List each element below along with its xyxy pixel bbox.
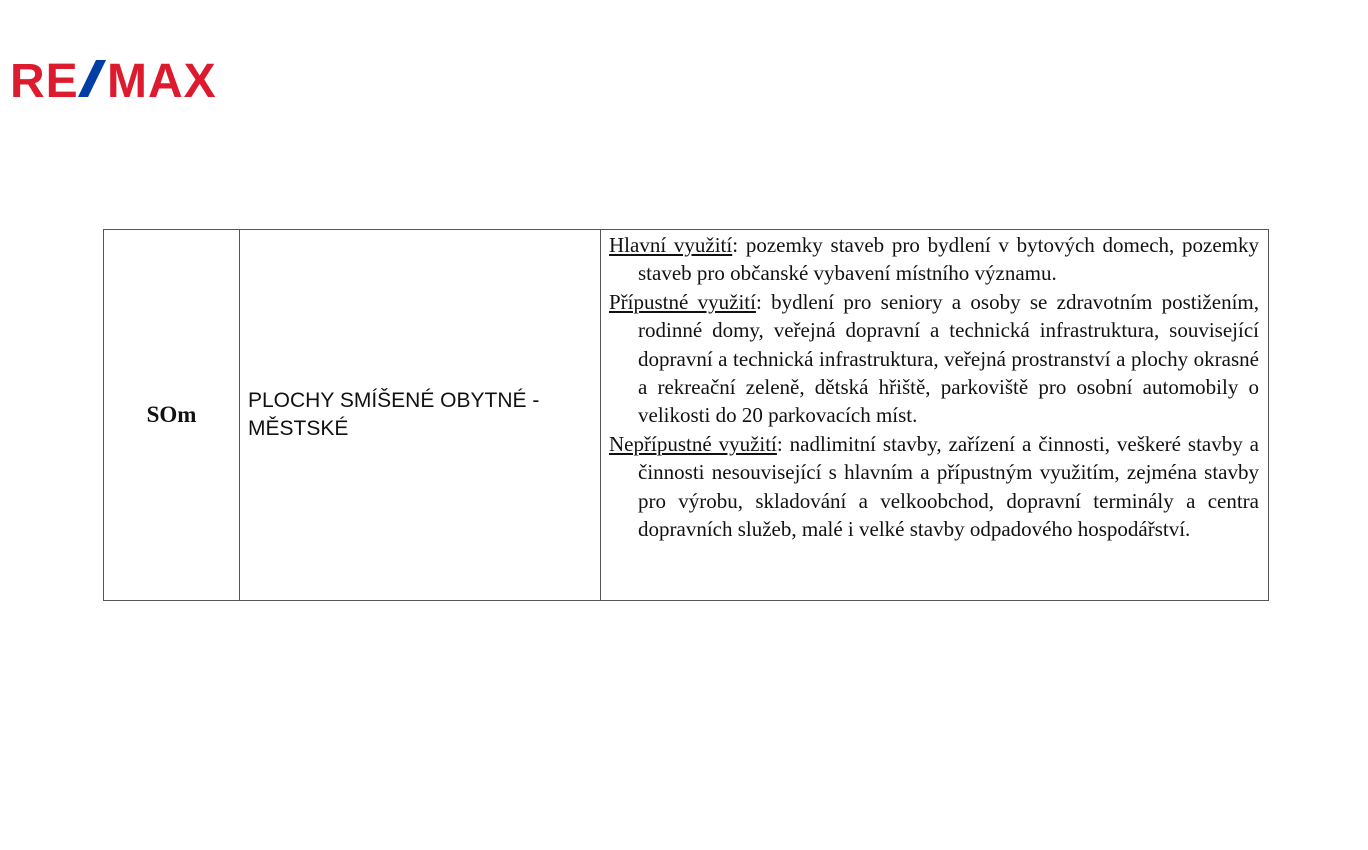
svg-text:RE: RE	[10, 55, 79, 108]
prohibited-use-label: Nepřípustné využití	[609, 431, 777, 456]
zone-description	[601, 230, 1269, 601]
remax-logo	[10, 52, 220, 108]
table-row	[104, 230, 1269, 601]
remax-logo-mark	[10, 52, 220, 108]
zone-code-text: SOm	[146, 402, 197, 427]
svg-text:MAX: MAX	[107, 55, 217, 108]
zone-code	[104, 230, 240, 601]
permitted-use-paragraph	[609, 288, 1259, 430]
zone-name	[240, 230, 601, 601]
prohibited-use-paragraph	[609, 430, 1259, 544]
main-use-paragraph	[609, 231, 1259, 288]
main-use-text: : pozemky staveb pro bydlení v bytových domech, pozemky staveb pro občanské vybavení místního významu.	[638, 233, 1259, 286]
main-use-label: Hlavní využití	[609, 233, 733, 257]
permitted-use-label: Přípustné využití	[609, 289, 756, 314]
prohibited-use-text: : nadlimitní stavby, zařízení a činnosti, veškeré stavby a činnosti nesouvisející s hlavním a přípustným využitím, zejména stavby pro výrobu, skladování a velkoobchod, dopravní terminály a centra dopravních služeb, malé i velké stavby odpadového hospodářství.	[638, 431, 1260, 542]
zoning-table	[103, 229, 1269, 601]
permitted-use-text: : bydlení pro seniory a osoby se zdravotním postižením, rodinné domy, veřejná dopravní a technická infrastruktura, související dopravní a technická infrastruktura, veřejná prostranství a plochy okrasné a rekreační zeleně, dětská hřiště, parkoviště pro osobní automobily o velikosti do 20 parkovacích míst.	[638, 289, 1259, 428]
zone-name-line-1: PLOCHY SMÍŠENÉ OBYTNÉ -	[248, 389, 540, 412]
zone-name-line-2: MĚSTSKÉ	[248, 417, 349, 440]
